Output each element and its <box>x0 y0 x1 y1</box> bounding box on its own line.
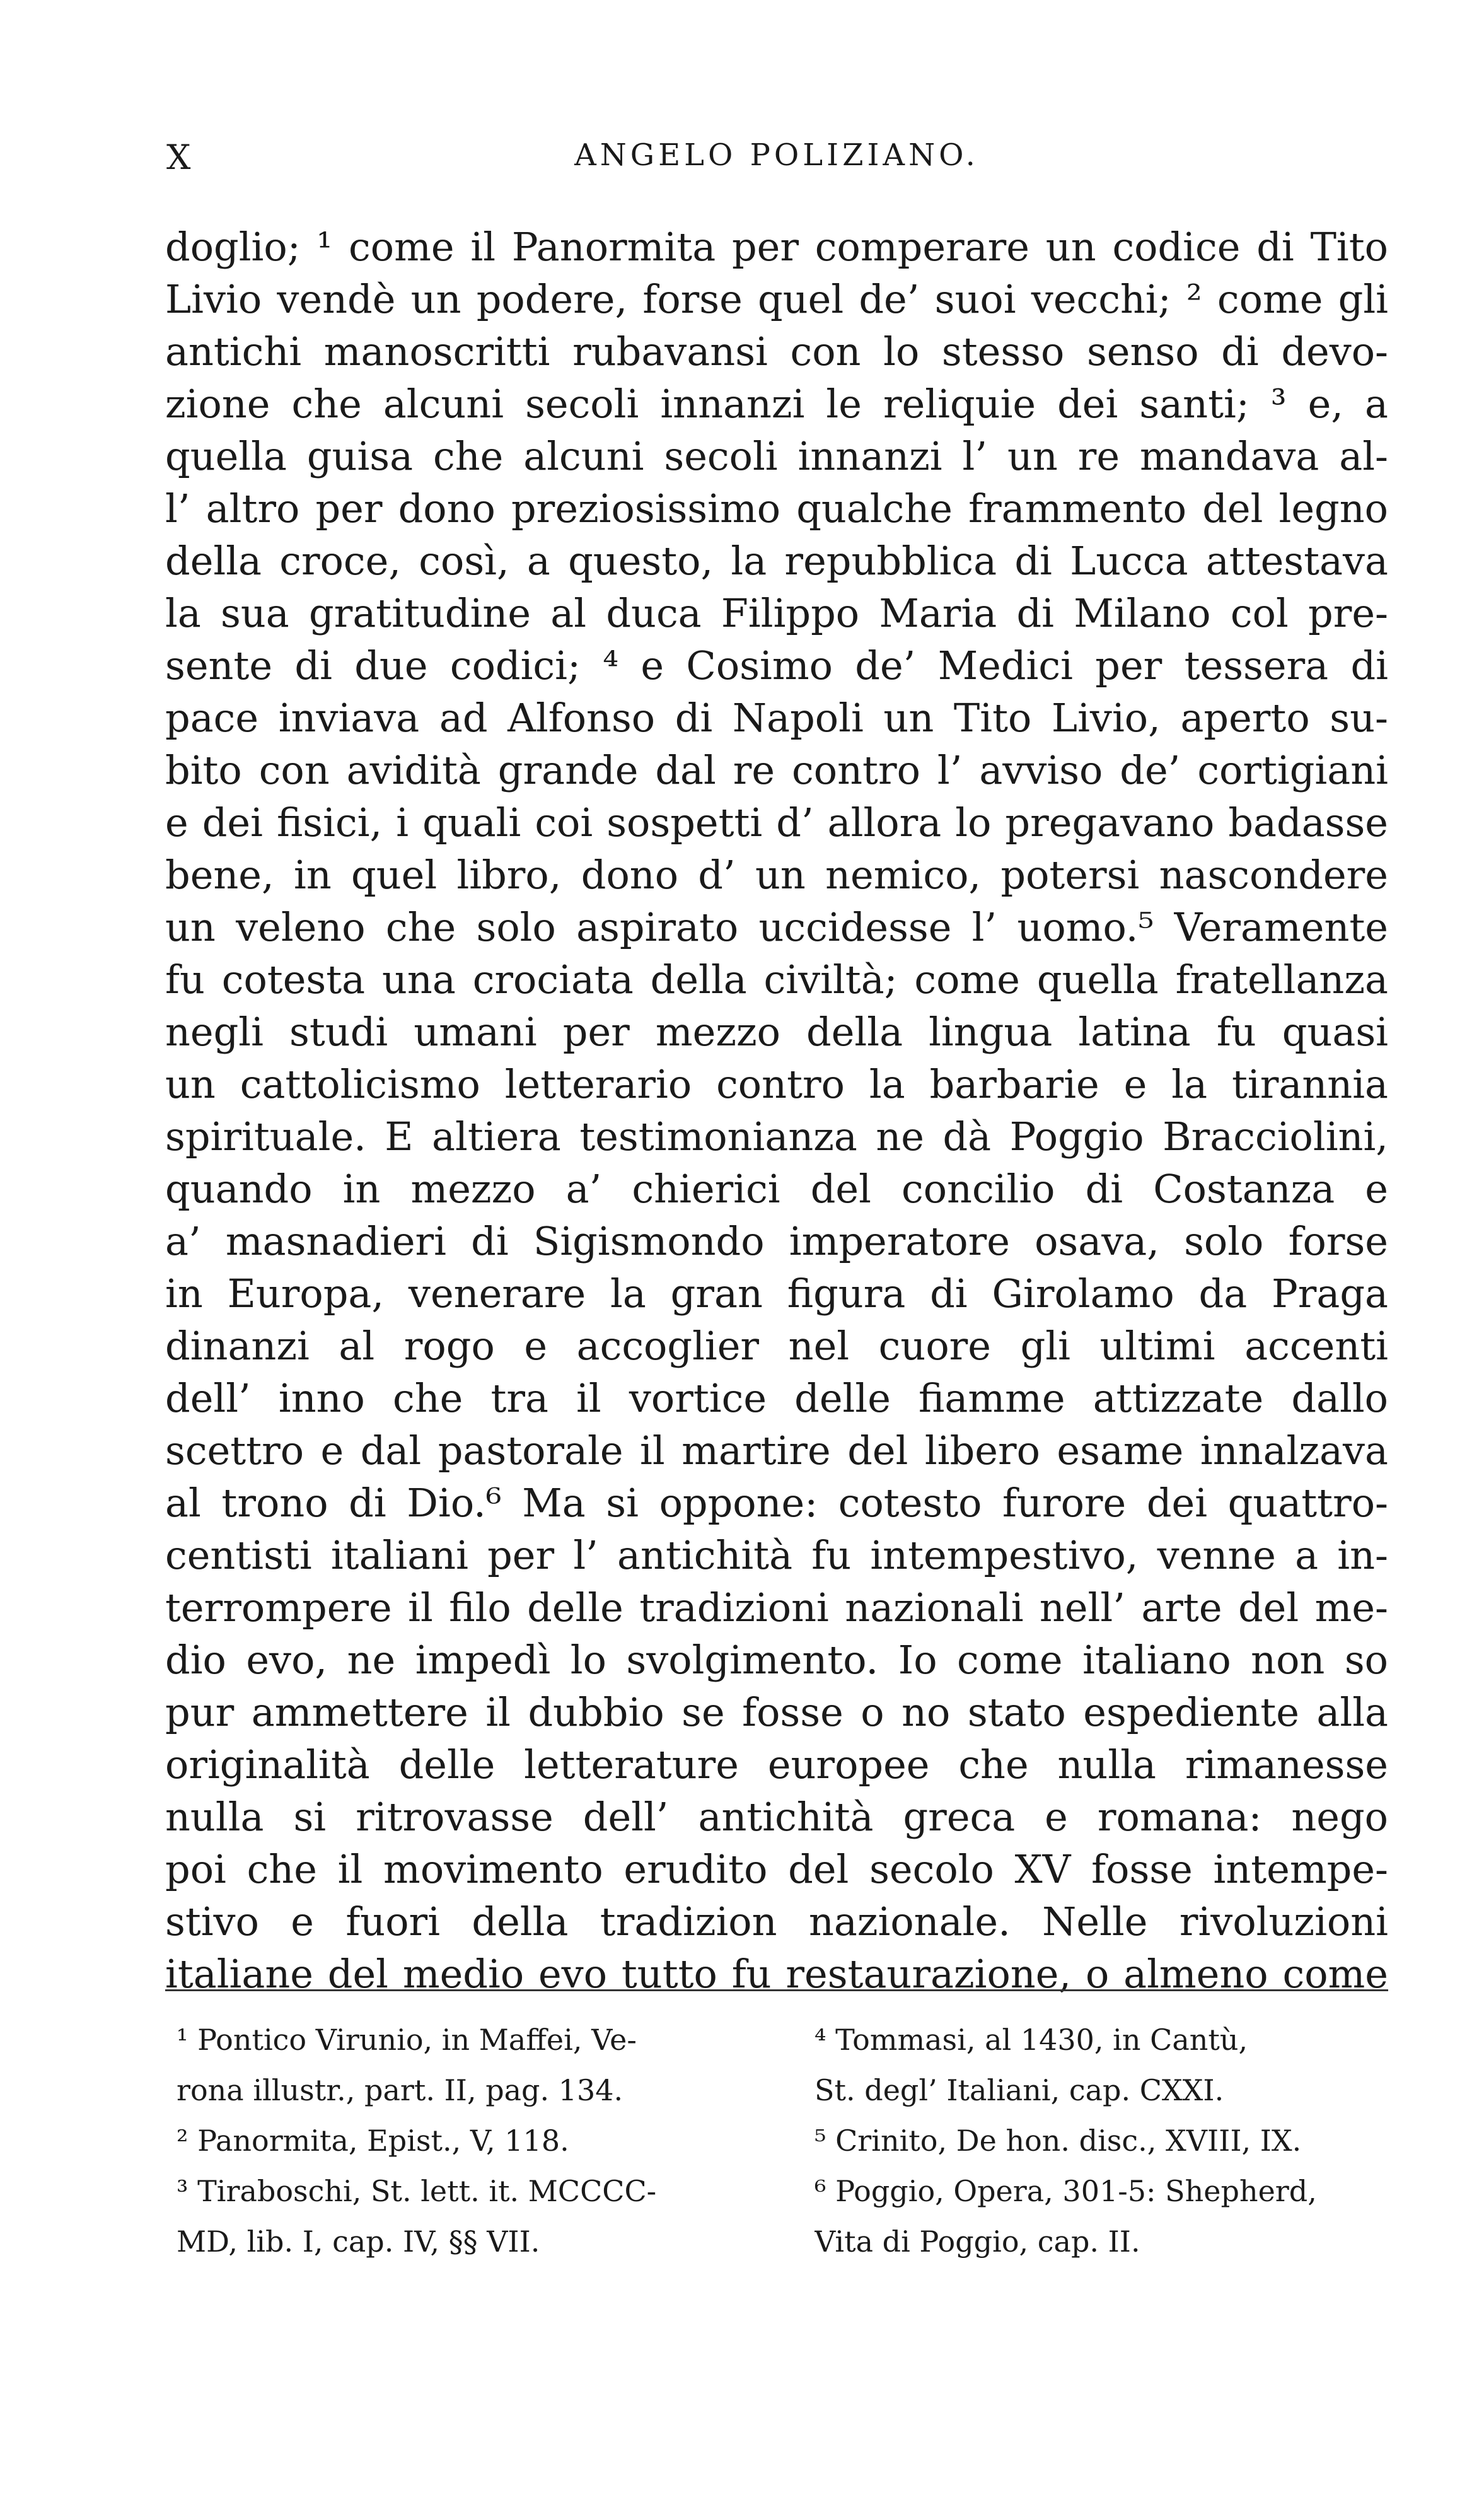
text-line: quella guisa che alcuni secoli innanzi l’ un re mandava al- <box>165 433 1388 479</box>
text-line: nulla si ritrovasse dell’ antichità greca e romana: nego <box>165 1794 1388 1840</box>
text-line: scettro e dal pastorale il martire del libero esame innalzava <box>165 1428 1388 1474</box>
text-line: zione che alcuni secoli innanzi le reliquie dei santi; ³ e, a <box>165 381 1388 427</box>
text-line: un cattolicismo letterario contro la barbarie e la tirannia <box>165 1061 1388 1107</box>
footnotes-left-column <box>177 2015 775 2267</box>
text-line: un veleno che solo aspirato uccidesse l’ uomo.⁵ Veramente <box>165 904 1388 950</box>
footnote-line: St. degl’ Italiani, cap. CXXI. <box>814 2073 1224 2107</box>
footnote-line: ² Panormita, Epist., V, 118. <box>177 2124 569 2158</box>
text-line: della croce, così, a questo, la repubblica di Lucca attestava <box>165 538 1388 584</box>
text-line: poi che il movimento erudito del secolo XV fosse intempe- <box>165 1846 1388 1892</box>
text-line: quando in mezzo a’ chierici del concilio di Costanza e <box>165 1166 1388 1212</box>
footnote-line: ⁶ Poggio, Opera, 301-5: Shepherd, <box>814 2174 1317 2208</box>
footnotes-right-column <box>814 2015 1413 2267</box>
text-line: bito con avidità grande dal re contro l’ avviso de’ cortigiani <box>165 747 1388 793</box>
text-line: sente di due codici; ⁴ e Cosimo de’ Medici per tessera di <box>165 643 1388 689</box>
text-line: dio evo, ne impedì lo svolgimento. Io come italiano non so <box>165 1637 1388 1683</box>
text-line: doglio; ¹ come il Panormita per comperare un codice di Tito <box>165 224 1388 270</box>
text-line: pur ammettere il dubbio se fosse o no stato espediente alla <box>165 1689 1388 1735</box>
page-number: X <box>166 137 192 177</box>
text-line: la sua gratitudine al duca Filippo Maria di Milano col pre- <box>165 590 1388 636</box>
text-line: dell’ inno che tra il vortice delle fiamme attizzate dallo <box>165 1375 1388 1421</box>
footnote-line: ¹ Pontico Virunio, in Maffei, Ve- <box>177 2023 637 2057</box>
text-line: fu cotesta una crociata della civiltà; come quella fratellanza <box>165 957 1388 1003</box>
text-line: negli studi umani per mezzo della lingua latina fu quasi <box>165 1009 1388 1055</box>
text-line: stivo e fuori della tradizion nazionale. Nelle rivoluzioni <box>165 1899 1388 1945</box>
text-line: al trono di Dio.⁶ Ma si oppone: cotesto furore dei quattro- <box>165 1480 1388 1526</box>
text-line: a’ masnadieri di Sigismondo imperatore osava, solo forse <box>165 1218 1388 1264</box>
text-line: italiane del medio evo tutto fu restaurazione, o almeno come <box>165 1951 1388 1997</box>
text-line: pace inviava ad Alfonso di Napoli un Tito Livio, aperto su- <box>165 695 1388 741</box>
running-title: ANGELO POLIZIANO. <box>574 137 979 173</box>
footnote-line: rona illustr., part. II, pag. 134. <box>177 2073 623 2107</box>
footnote-line: ³ Tiraboschi, St. lett. it. MCCCC- <box>177 2174 657 2208</box>
text-line: centisti italiani per l’ antichità fu intempestivo, venne a in- <box>165 1532 1388 1578</box>
text-line: Livio vendè un podere, forse quel de’ suoi vecchi; ² come gli <box>165 276 1388 322</box>
text-line: terrompere il filo delle tradizioni nazionali nell’ arte del me- <box>165 1585 1388 1631</box>
text-line: dinanzi al rogo e accoglier nel cuore gli ultimi accenti <box>165 1323 1388 1369</box>
footnotes <box>165 2015 1388 2279</box>
text-line: antichi manoscritti rubavansi con lo stesso senso di devo- <box>165 329 1388 375</box>
text-line: spirituale. E altiera testimonianza ne dà Poggio Bracciolini, <box>165 1114 1388 1160</box>
text-line: in Europa, venerare la gran figura di Girolamo da Praga <box>165 1271 1388 1317</box>
footnote-line: ⁵ Crinito, De hon. disc., XVIII, IX. <box>814 2124 1302 2158</box>
body-text <box>165 221 1388 2000</box>
footnote-line: Vita di Poggio, cap. II. <box>814 2225 1140 2259</box>
footnote-line: MD, lib. I, cap. IV, §§ VII. <box>177 2225 540 2259</box>
text-line: bene, in quel libro, dono d’ un nemico, potersi nascondere <box>165 852 1388 898</box>
footnote-rule <box>165 1989 1388 1991</box>
text-line: e dei fisici, i quali coi sospetti d’ allora lo pregavano badasse <box>165 800 1388 846</box>
text-line: l’ altro per dono preziosissimo qualche frammento del legno <box>165 486 1388 532</box>
text-line: originalità delle letterature europee che nulla rimanesse <box>165 1742 1388 1788</box>
footnote-line: ⁴ Tommasi, al 1430, in Cantù, <box>814 2023 1248 2057</box>
running-head <box>166 137 1387 182</box>
